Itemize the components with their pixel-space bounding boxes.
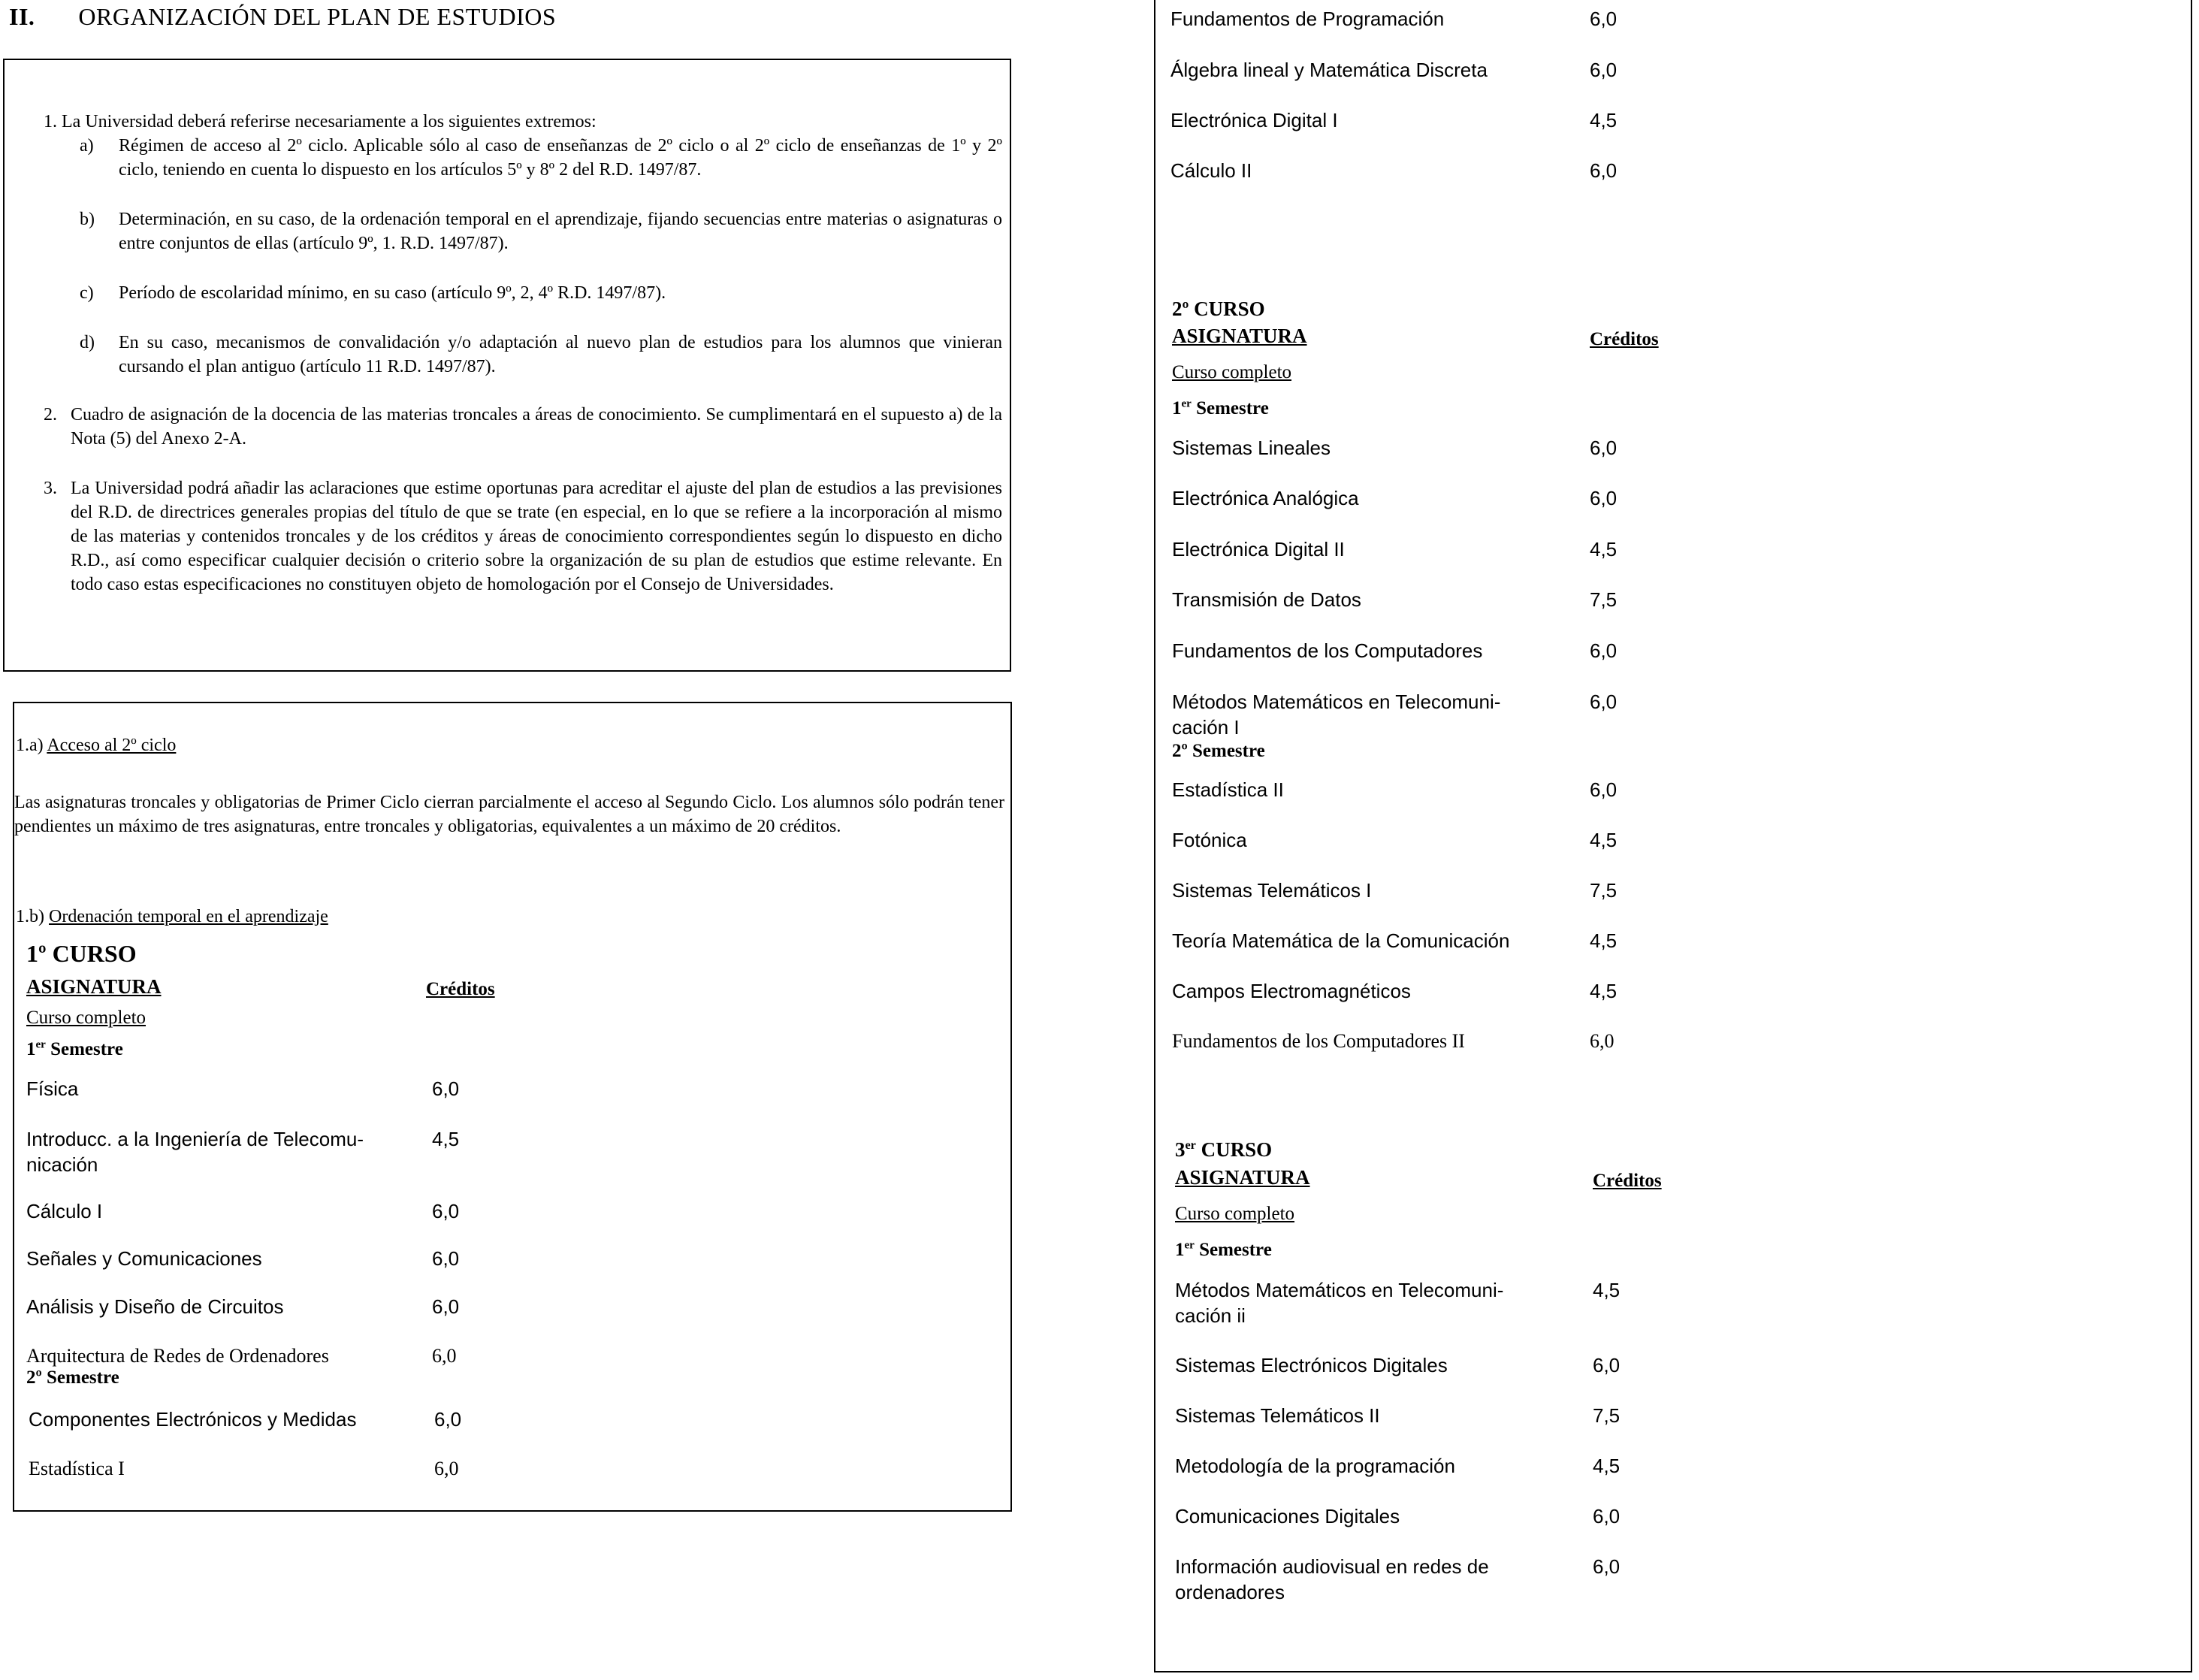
note-2-text: Cuadro de asignación de la docencia de las materias troncales a áreas de conocimiento. Se cumplimentará en el supuesto a) de la Nota (5) del Anexo 2-A. — [71, 405, 1002, 449]
credits-value: 6,0 — [1590, 778, 1618, 801]
credits-value: 6,0 — [434, 1408, 462, 1431]
subject-column-header: ASIGNATURA — [26, 975, 162, 998]
course-3-block — [1155, 0, 2191, 1671]
order-label: 1.b) — [16, 907, 44, 926]
subject-name: Fotónica — [1172, 829, 1247, 851]
subject-name: Física — [26, 1077, 79, 1100]
credits-column-header: Créditos — [1590, 329, 1659, 349]
credits-value: 6,0 — [432, 1345, 457, 1367]
subject-name: Información audiovisual en redes de ordenadores — [1175, 1555, 1489, 1603]
credits-value: 6,0 — [432, 1295, 460, 1318]
subject-name: Comunicaciones Digitales — [1175, 1505, 1400, 1527]
credits-column-header: Créditos — [426, 979, 495, 999]
full-course-label: Curso completo — [26, 1008, 146, 1028]
subject-name: Estadística I — [29, 1458, 125, 1479]
credits-value: 4,5 — [1593, 1455, 1621, 1477]
subject-name: Cálculo I — [26, 1200, 103, 1222]
credits-value: 6,0 — [1593, 1505, 1621, 1527]
subject-name: Estadística II — [1172, 778, 1284, 801]
subject-column-header: ASIGNATURA — [1175, 1166, 1310, 1189]
credits-value: 4,5 — [432, 1128, 460, 1150]
full-course-label: Curso completo — [1172, 362, 1292, 382]
credits-value: 6,0 — [1590, 159, 1618, 182]
credits-value: 6,0 — [432, 1247, 460, 1270]
subject-name: Sistemas Electrónicos Digitales — [1175, 1354, 1448, 1376]
semester-2-label: 2º Semestre — [1172, 741, 1265, 761]
note-3-label: 3. — [44, 479, 57, 498]
note-1d-text: En su caso, mecanismos de convalidación y/o adaptación al nuevo plan de estudios para los alumnos que vinieran cursando el plan antiguo (artículo 11 R.D. 1497/87). — [119, 333, 1002, 376]
credits-value: 4,5 — [1590, 980, 1618, 1002]
section-title: ORGANIZACIÓN DEL PLAN DE ESTUDIOS — [78, 3, 557, 30]
semester-2-label: 2º Semestre — [26, 1367, 119, 1388]
access-body: Las asignaturas troncales y obligatorias de Primer Ciclo cierran parcialmente el acceso al Segundo Ciclo. Los alumnos sólo podrán tener pendientes un máximo de tres asignaturas, entre troncales y obligatorias, equivalentes a un máximo de 20 créditos. — [14, 793, 1004, 836]
subject-column-header: ASIGNATURA — [1172, 325, 1307, 347]
subject-name: Teoría Matemática de la Comunicación — [1172, 929, 1510, 952]
credits-value: 4,5 — [1590, 829, 1618, 851]
access-and-order-box — [13, 702, 1012, 1512]
subject-name: Fundamentos de Programación — [1170, 8, 1445, 30]
course-title: 1º CURSO — [26, 940, 137, 967]
credits-value: 6,0 — [434, 1458, 459, 1479]
semester-1-label: 1er Semestre — [1172, 397, 1269, 418]
subject-name: Transmisión de Datos — [1172, 588, 1361, 611]
subject-name: Álgebra lineal y Matemática Discreta — [1170, 59, 1488, 81]
subject-name: Análisis y Diseño de Circuitos — [26, 1295, 284, 1318]
credits-value: 6,0 — [1593, 1555, 1621, 1578]
note-1d-label: d) — [80, 333, 95, 352]
note-2-label: 2. — [44, 405, 57, 425]
course-title: 3er CURSO — [1175, 1138, 1273, 1161]
credits-value: 6,0 — [1590, 487, 1618, 509]
subject-name: Sistemas Lineales — [1172, 437, 1331, 459]
credits-value: 6,0 — [1590, 639, 1618, 662]
note-1-intro: 1. La Universidad deberá referirse necesariamente a los siguientes extremos: — [44, 112, 597, 131]
credits-value: 4,5 — [1590, 929, 1618, 952]
credits-value: 4,5 — [1593, 1279, 1621, 1301]
credits-value: 6,0 — [1590, 59, 1618, 81]
subject-name: Electrónica Digital I — [1170, 109, 1338, 131]
subject-name: Señales y Comunicaciones — [26, 1247, 262, 1270]
credits-value: 4,5 — [1590, 538, 1618, 561]
order-title: Ordenación temporal en el aprendizaje — [49, 907, 328, 926]
full-course-label: Curso completo — [1175, 1204, 1295, 1224]
access-title: Acceso al 2º ciclo — [47, 736, 177, 755]
credits-value: 7,5 — [1593, 1404, 1621, 1427]
subject-name: Componentes Electrónicos y Medidas — [29, 1408, 357, 1431]
access-label: 1.a) — [16, 736, 44, 755]
credits-value: 6,0 — [1590, 437, 1618, 459]
credits-value: 4,5 — [1590, 109, 1618, 131]
credits-value: 6,0 — [432, 1200, 460, 1222]
subject-name: Fundamentos de los Computadores II — [1172, 1030, 1465, 1052]
subject-name: Metodología de la programación — [1175, 1455, 1455, 1477]
credits-value: 6,0 — [1590, 690, 1618, 713]
semester-1-label: 1er Semestre — [1175, 1239, 1272, 1260]
section-number: II. — [9, 3, 35, 30]
credits-value: 6,0 — [1593, 1354, 1621, 1376]
note-1c-label: c) — [80, 283, 94, 303]
note-1a-label: a) — [80, 136, 94, 156]
right-page-box — [1154, 0, 2192, 1672]
course-1-block — [14, 703, 1010, 1510]
subject-name: Electrónica Analógica — [1172, 487, 1359, 509]
note-1a-text: Régimen de acceso al 2º ciclo. Aplicable sólo al caso de enseñanzas de 2º ciclo o al 2º ciclo de enseñanzas de 1º y 2º ciclo, teniendo en cuenta lo dispuesto en los artículos 5º y 8º 2 del R.D. 1497/87. — [119, 136, 1002, 180]
note-1b-text: Determinación, en su caso, de la ordenación temporal en el aprendizaje, fijando secuencias entre materias o asignaturas o entre conjuntos de ellas (artículo 9º, 1. R.D. 1497/87). — [119, 210, 1002, 253]
subject-name: Electrónica Digital II — [1172, 538, 1345, 561]
subject-name: Fundamentos de los Computadores — [1172, 639, 1483, 662]
subject-name: Cálculo II — [1170, 159, 1252, 182]
subject-name: Métodos Matemáticos en Telecomuni- cación ii — [1175, 1279, 1504, 1327]
subject-name: Introducc. a la Ingeniería de Telecomu- nicación — [26, 1128, 364, 1176]
subject-name: Métodos Matemáticos en Telecomuni- cación I — [1172, 690, 1501, 739]
credits-value: 6,0 — [1590, 1030, 1615, 1052]
instructions-box — [3, 59, 1011, 672]
course-title: 2º CURSO — [1172, 298, 1265, 320]
subject-name: Sistemas Telemáticos II — [1175, 1404, 1380, 1427]
note-1c-text: Período de escolaridad mínimo, en su caso (artículo 9º, 2, 4º R.D. 1497/87). — [119, 283, 666, 303]
credits-value: 6,0 — [1590, 8, 1618, 30]
semester-1-label: 1er Semestre — [26, 1038, 123, 1059]
credits-value: 7,5 — [1590, 879, 1618, 902]
credits-value: 6,0 — [432, 1077, 460, 1100]
note-1b-label: b) — [80, 210, 95, 229]
subject-name: Arquitectura de Redes de Ordenadores — [26, 1345, 329, 1367]
subject-name: Sistemas Telemáticos I — [1172, 879, 1372, 902]
subject-name: Campos Electromagnéticos — [1172, 980, 1411, 1002]
note-3-text: La Universidad podrá añadir las aclaraciones que estime oportunas para acreditar el ajuste del plan de estudios a las previsiones del R.D. de directrices generales propias del título de que se trate (en especial, en lo que se refiere a la incorporación al mismo de las materias y contenidos troncales y de los créditos y áreas de conocimiento correspondientes según lo dispuesto en dicho R.D., así como especificar cualquier decisión o criterio sobre la organización de su plan de estudios que estime relevante. En todo caso estas especificaciones no constituyen objeto de homologación por el Consejo de Universidades. — [71, 479, 1002, 594]
page-heading — [9, 3, 556, 31]
credits-value: 7,5 — [1590, 588, 1618, 611]
credits-column-header: Créditos — [1593, 1171, 1662, 1191]
